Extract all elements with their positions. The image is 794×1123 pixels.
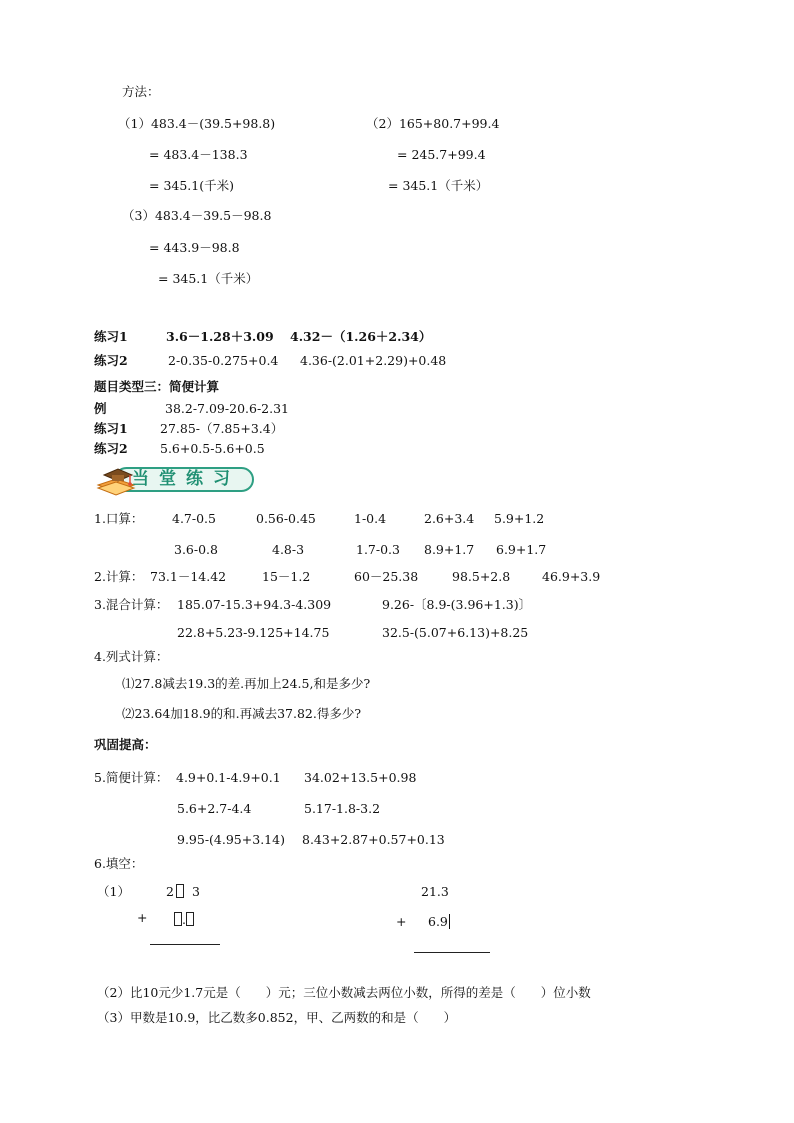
consolidate-title: 巩固提高： bbox=[94, 737, 157, 752]
section-banner bbox=[94, 463, 257, 497]
q1-item: 6.9+1.7 bbox=[496, 542, 547, 557]
q3-label: 3.混合计算： bbox=[94, 597, 169, 612]
q2-item: 73.1－14.42 bbox=[150, 569, 227, 584]
digit: 6.9 bbox=[428, 914, 448, 929]
practice-1-label: 练习1 bbox=[94, 329, 128, 344]
vertical-addition-right-bottom bbox=[428, 914, 450, 930]
type3-title: 题目类型三：简便计算 bbox=[94, 379, 220, 394]
banner-title: 当堂练习 bbox=[132, 469, 240, 489]
method-label: 方法： bbox=[122, 84, 160, 99]
method-2-line-3: = 345.1（千米） bbox=[388, 178, 489, 193]
practice-2-expr-b: 4.36-(2.01+2.29)+0.48 bbox=[300, 353, 447, 368]
q2-item: 46.9+3.9 bbox=[542, 569, 601, 584]
method-1-line-1: （1）483.4－(39.5+98.8) bbox=[118, 116, 276, 131]
q4-sub-1: ⑴27.8减去19.3的差.再加上24.5,和是多少? bbox=[122, 676, 371, 691]
practice-2-expr-a: 2-0.35-0.275+0.4 bbox=[168, 353, 279, 368]
q3-expr-d: 32.5-(5.07+6.13)+8.25 bbox=[382, 625, 529, 640]
q5-expr: 5.6+2.7-4.4 bbox=[177, 801, 252, 816]
example-label: 例 bbox=[94, 401, 107, 416]
q2-item: 98.5+2.8 bbox=[452, 569, 511, 584]
method-3-line-3: = 345.1（千米） bbox=[158, 271, 259, 286]
example-expr: 38.2-7.09-20.6-2.31 bbox=[165, 401, 289, 416]
q1-item: 1.7-0.3 bbox=[356, 542, 400, 557]
q1-item: 3.6-0.8 bbox=[174, 542, 218, 557]
practice-2-label: 练习2 bbox=[94, 353, 128, 368]
q1-item: 4.8-3 bbox=[272, 542, 305, 557]
q2-item: 15－1.2 bbox=[262, 569, 311, 584]
q6-label: 6.填空： bbox=[94, 856, 144, 871]
q2-item: 60－25.38 bbox=[354, 569, 419, 584]
q1-label: 1.口算： bbox=[94, 511, 144, 526]
q2-label: 2.计算： bbox=[94, 569, 144, 584]
q3-expr-b: 9.26-〔8.9-(3.96+1.3)〕 bbox=[382, 597, 532, 612]
answer-box[interactable] bbox=[186, 912, 194, 926]
q5-expr: 9.95-(4.95+3.14) bbox=[177, 832, 285, 847]
q5-expr: 5.17-1.8-3.2 bbox=[304, 801, 381, 816]
answer-box[interactable] bbox=[176, 884, 184, 898]
method-3-line-2: = 443.9－98.8 bbox=[149, 240, 240, 255]
vertical-addition-left-top bbox=[166, 884, 200, 900]
q4-label: 4.列式计算： bbox=[94, 649, 169, 664]
q1-item: 2.6+3.4 bbox=[424, 511, 475, 526]
practice-1-expr-a: 3.6－1.28＋3.09 bbox=[166, 329, 274, 344]
q5-label: 5.简便计算： bbox=[94, 770, 169, 785]
q3-expr-a: 185.07-15.3+94.3-4.309 bbox=[177, 597, 332, 612]
type3-practice-1-label: 练习1 bbox=[94, 421, 128, 436]
q1-item: 0.56-0.45 bbox=[256, 511, 316, 526]
q1-item: 4.7-0.5 bbox=[172, 511, 216, 526]
q6-part-3: （3）甲数是10.9，比乙数多0.852，甲、乙两数的和是（ ） bbox=[97, 1010, 457, 1025]
q4-sub-2: ⑵23.64加18.9的和.再减去37.82.得多少? bbox=[122, 706, 362, 721]
type3-practice-2-expr: 5.6+0.5-5.6+0.5 bbox=[160, 441, 265, 456]
type3-practice-1-expr: 27.85-（7.85+3.4） bbox=[160, 421, 284, 436]
method-1-line-3: = 345.1(千米) bbox=[149, 178, 234, 193]
method-1-line-2: = 483.4－138.3 bbox=[149, 147, 248, 162]
q5-expr: 4.9+0.1-4.9+0.1 bbox=[176, 770, 281, 785]
method-2-line-2: = 245.7+99.4 bbox=[397, 147, 486, 162]
sum-line-right bbox=[414, 952, 490, 953]
digit: 3 bbox=[191, 884, 200, 899]
type3-practice-2-label: 练习2 bbox=[94, 441, 128, 456]
q5-expr: 8.43+2.87+0.57+0.13 bbox=[302, 832, 445, 847]
q6-part-2: （2）比10元少1.7元是（ ）元；三位小数减去两位小数，所得的差是（ ）位小数 bbox=[97, 985, 591, 1000]
q1-item: 8.9+1.7 bbox=[424, 542, 475, 557]
vertical-addition-left-bottom bbox=[174, 912, 194, 928]
vertical-addition-right-top: 21.3 bbox=[421, 884, 449, 899]
decimal-point: . bbox=[182, 912, 186, 927]
digit: 2 bbox=[166, 884, 174, 899]
method-2-line-1: （2）165+80.7+99.4 bbox=[366, 116, 500, 131]
q6-part-1-label: （1） bbox=[97, 884, 130, 899]
plus-sign: + bbox=[396, 914, 407, 929]
answer-box[interactable] bbox=[174, 912, 182, 926]
q5-expr: 34.02+13.5+0.98 bbox=[304, 770, 417, 785]
text-cursor bbox=[449, 914, 451, 929]
plus-sign: + bbox=[137, 910, 148, 925]
method-3-line-1: （3）483.4－39.5－98.8 bbox=[122, 208, 272, 223]
q1-item: 5.9+1.2 bbox=[494, 511, 545, 526]
q1-item: 1-0.4 bbox=[354, 511, 387, 526]
q3-expr-c: 22.8+5.23-9.125+14.75 bbox=[177, 625, 330, 640]
sum-line-left bbox=[150, 944, 220, 945]
practice-1-expr-b: 4.32－（1.26＋2.34） bbox=[290, 329, 432, 344]
